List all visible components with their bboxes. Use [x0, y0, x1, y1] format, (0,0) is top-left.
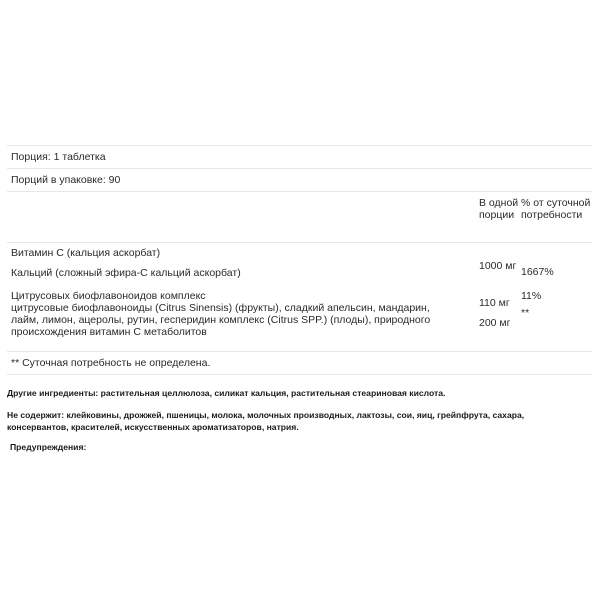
amount-header: В одной порции [479, 197, 519, 221]
nutrient-dv: ** [521, 307, 530, 319]
nutrient-amount: 110 мг [479, 297, 510, 309]
warnings-label: Предупреждения: [10, 442, 87, 452]
nutrient-name: Цитрусовых биофлавоноидов комплекс [11, 290, 206, 302]
serving-size: Порция: 1 таблетка [11, 151, 106, 163]
nutrient-amount: 1000 мг [479, 260, 517, 272]
other-ingredients: Другие ингредиенты: растительная целлюлоза, силикат кальция, растительная стеариновая кислота. [7, 388, 446, 398]
servings-per-container: Порций в упаковке: 90 [11, 174, 121, 186]
table-header-row [7, 191, 592, 242]
nutrient-name: Витамин С (кальция аскорбат) [11, 247, 161, 259]
nutrient-amount: 200 мг [479, 317, 511, 329]
does-not-contain: Не содержит: клейковины, дрожжей, пшеницы, молока, молочных производных, лактозы, сои, яиц, грейпфрута, сахара, консервантов, красителей, искусственных ароматизаторов, натрия. [7, 410, 525, 432]
supplement-facts-table [7, 145, 592, 375]
nutrient-name: цитрусовые биофлавоноиды (Citrus Sinensis) (фрукты), сладкий апельсин, мандарин, лайм, лимон, ацеролы, рутин, гесперидин комплекс (Citrus SPP.) (плоды), природного происхождения витамин С метаболитов [11, 302, 431, 338]
nutrient-rows [7, 242, 592, 351]
serving-size-row [7, 145, 592, 168]
footnote-row [7, 351, 592, 375]
nutrient-dv: 1667% [521, 266, 554, 278]
footnote: ** Суточная потребность не определена. [11, 357, 211, 369]
nutrient-name: Кальций (сложный эфира-С кальций аскорбат) [11, 267, 241, 279]
nutrient-dv: 11% [521, 290, 542, 302]
servings-per-container-row [7, 168, 592, 191]
dv-header: % от суточной потребности [521, 197, 591, 221]
